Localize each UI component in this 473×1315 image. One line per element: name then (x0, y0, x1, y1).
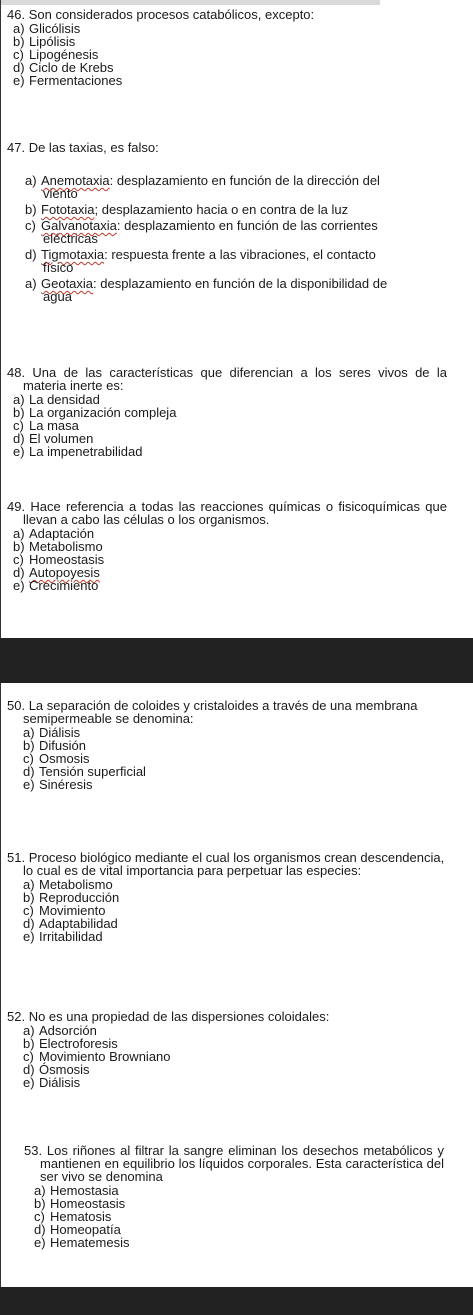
option[interactable]: a) Adsorción (23, 1023, 97, 1038)
option[interactable]: c) Movimiento (23, 903, 106, 918)
question-text: No es una propiedad de las dispersiones coloidales: (28, 1009, 330, 1024)
question-51 (7, 851, 447, 943)
option[interactable]: d) Ósmosis (23, 1062, 90, 1077)
question-number: 48. (7, 365, 26, 380)
upper-page (0, 0, 473, 638)
question-50 (7, 699, 447, 791)
question-48 (7, 366, 447, 458)
option[interactable]: b) La organización compleja (13, 405, 177, 420)
option[interactable]: b) Reproducción (23, 890, 120, 905)
top-scroll-bar (0, 0, 380, 5)
question-number: 49. (7, 499, 26, 514)
option[interactable]: b) Homeostasis (34, 1196, 126, 1211)
question-53 (24, 1144, 444, 1249)
question-text: Proceso biológico mediante el cual los organismos crean descendencia, lo cual es de vital importancia para perpetuar las especies: (23, 850, 445, 878)
option[interactable]: d) Ciclo de Krebs (13, 60, 114, 75)
option[interactable]: e) Irritabilidad (23, 929, 103, 944)
option[interactable]: d) Autopoyesis (13, 565, 100, 580)
option[interactable]: c) Homeostasis (13, 552, 105, 567)
option[interactable]: c) Movimiento Browniano (23, 1049, 171, 1064)
option[interactable]: c) Lipogénesis (13, 47, 99, 62)
question-stem (7, 851, 447, 877)
option[interactable]: d) Adaptabilidad (23, 916, 118, 931)
left-margin-line (0, 0, 1, 638)
question-stem (24, 1144, 444, 1183)
question-52 (7, 1010, 447, 1089)
option[interactable]: a) Metabolismo (23, 877, 113, 892)
option[interactable]: b) Electroforesis (23, 1036, 118, 1051)
option[interactable]: d) Tensión superficial (23, 764, 146, 779)
question-text: Una de las características que diferencian a los seres vivos de la materia inerte es: (23, 365, 447, 393)
option[interactable]: a) Glicólisis (13, 21, 81, 36)
question-text: La separación de coloides y cristaloides a través de una membrana semipermeable se denomina: (23, 698, 418, 726)
question-number: 52. (7, 1009, 26, 1024)
question-number: 53. (24, 1143, 43, 1158)
question-47 (7, 141, 447, 303)
option[interactable]: c) Osmosis (23, 751, 90, 766)
option[interactable]: c) La masa (13, 418, 79, 433)
question-number: 50. (7, 698, 26, 713)
question-stem (7, 1010, 447, 1023)
question-text: De las taxias, es falso: (28, 140, 159, 155)
option[interactable]: a) Anemotaxia: desplazamiento en función de la dirección del viento (25, 173, 380, 201)
page-gap (0, 1287, 473, 1315)
option[interactable]: d) Tigmotaxia: respuesta frente a las vibraciones, el contacto físico (25, 247, 376, 275)
option[interactable]: b) Fototaxia; desplazamiento hacia o en contra de la luz (25, 202, 349, 217)
question-stem (7, 141, 447, 154)
option[interactable]: e) Crecimiento (13, 578, 99, 593)
question-stem (7, 699, 447, 725)
page-gap (0, 638, 473, 683)
option[interactable]: e) Sinéresis (23, 777, 93, 792)
option[interactable]: a) Diálisis (23, 725, 81, 740)
option[interactable]: c) Hematosis (34, 1209, 112, 1224)
option[interactable]: c) Galvanotaxia: desplazamiento en función de las corrientes eléctricas (25, 218, 378, 246)
option[interactable]: b) Difusión (23, 738, 86, 753)
question-stem (7, 500, 447, 526)
option[interactable]: d) El volumen (13, 431, 94, 446)
option[interactable]: e) Hematemesis (34, 1235, 130, 1250)
option[interactable]: a) Adaptación (13, 526, 95, 541)
question-number: 51. (7, 850, 26, 865)
option[interactable]: e) Diálisis (23, 1075, 81, 1090)
option[interactable]: a) Hemostasia (34, 1183, 119, 1198)
option[interactable]: a) Geotaxia: desplazamiento en función de la disponibilidad de agua (25, 276, 388, 304)
question-text: Hace referencia a todas las reacciones químicas o fisicoquímicas que llevan a cabo las células o los organismos. (23, 499, 447, 527)
question-stem (7, 8, 447, 21)
question-number: 46. (7, 7, 26, 22)
question-text: Los riñones al filtrar la sangre eliminan los desechos metabólicos y mantienen en equilibrio los líquidos corporales. Esta característica del ser vivo se denomina (40, 1143, 444, 1184)
option[interactable]: e) La impenetrabilidad (13, 444, 143, 459)
left-margin-line (0, 683, 1, 1287)
option[interactable]: e) Fermentaciones (13, 73, 123, 88)
question-49 (7, 500, 447, 592)
question-number: 47. (7, 140, 26, 155)
option[interactable]: d) Homeopatía (34, 1222, 121, 1237)
option[interactable]: b) Lipólisis (13, 34, 76, 49)
option[interactable]: a) La densidad (13, 392, 100, 407)
question-text: Son considerados procesos catabólicos, excepto: (28, 7, 315, 22)
question-stem (7, 366, 447, 392)
option[interactable]: b) Metabolismo (13, 539, 103, 554)
lower-page (0, 683, 473, 1287)
question-46 (7, 8, 447, 87)
